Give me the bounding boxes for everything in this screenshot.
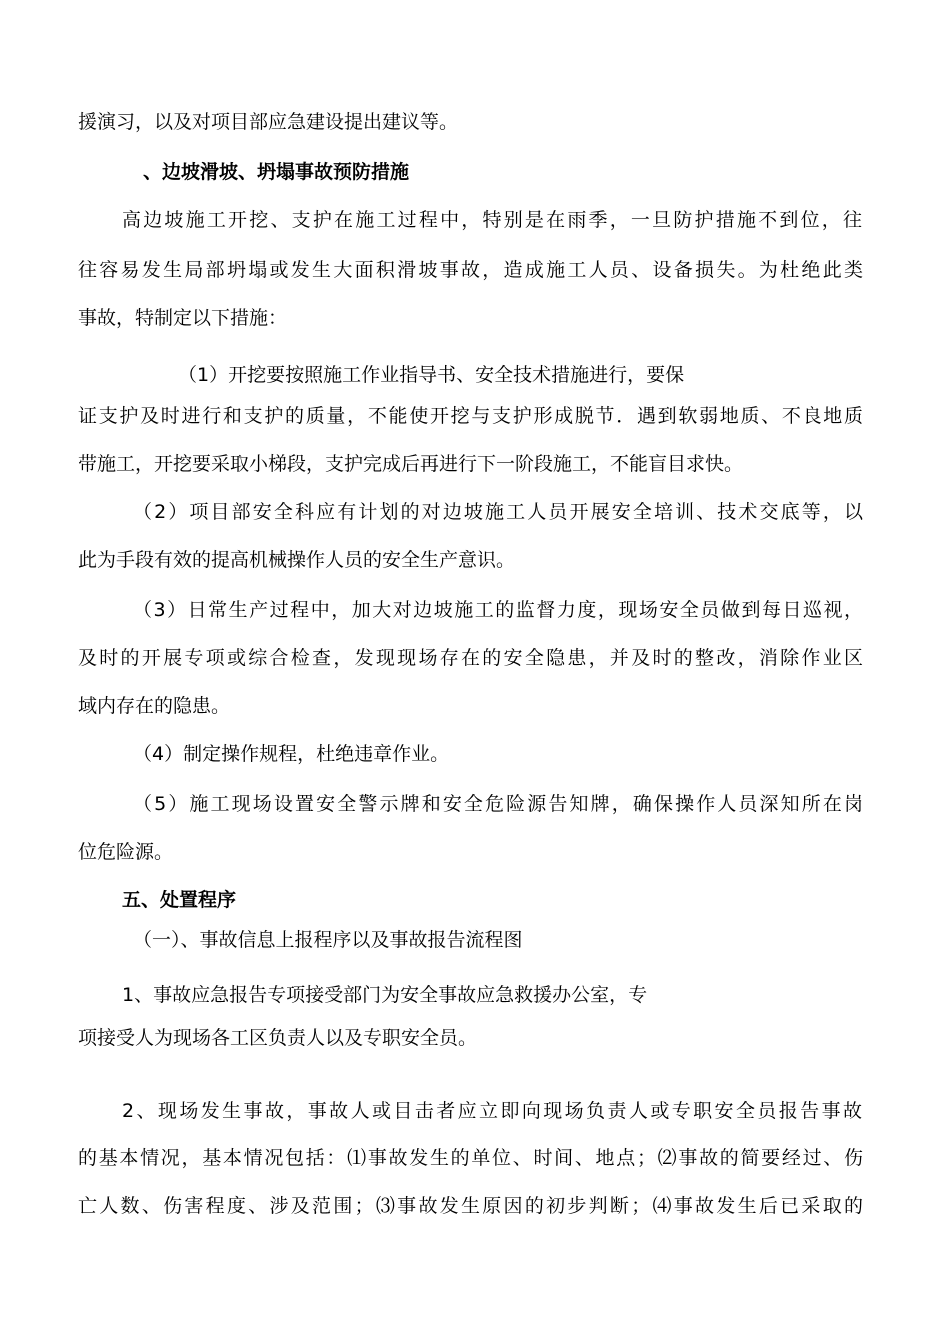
text-line: 事故，特制定以下措施： (78, 307, 288, 329)
text-line: 项接受人为现场各工区负责人以及专职安全员。 (78, 1027, 478, 1049)
text-line: 带施工，开挖要采取小梯段，支护完成后再进行下一阶段施工，不能盲目求快。 (78, 453, 744, 475)
text-line: 及时的开展专项或综合检查，发现现场存在的安全隐患，并及时的整改，消除作业区 (78, 647, 863, 669)
section-heading: 五、处置程序 (122, 889, 237, 911)
text-line: 亡人数、伤害程度、涉及范围；⑶事故发生原因的初步判断；⑷事故发生后已采取的 (78, 1195, 863, 1217)
text-line: 1、事故应急报告专项接受部门为安全事故应急救援办公室，专 (122, 984, 648, 1006)
text-line: 证支护及时进行和支护的质量，不能使开挖与支护形成脱节．遇到软弱地质、不良地质 (78, 405, 863, 427)
text-line: 2、现场发生事故，事故人或目击者应立即向现场负责人或专职安全员报告事故 (122, 1100, 862, 1122)
text-line: 高边坡施工开挖、支护在施工过程中，特别是在雨季，一旦防护措施不到位，往 (122, 209, 862, 231)
text-line: （2）项目部安全科应有计划的对边坡施工人员开展安全培训、技术交底等，以 (133, 501, 863, 523)
text-line: 此为手段有效的提高机械操作人员的安全生产意识。 (78, 549, 516, 571)
subsection-heading: （一）、事故信息上报程序以及事故报告流程图 (133, 929, 523, 951)
text-line: 往容易发生局部坍塌或发生大面积滑坡事故，造成施工人员、设备损失。为杜绝此类 (78, 259, 863, 281)
text-line: （1）开挖要按照施工作业指导书、安全技术措施进行，要保 (178, 364, 685, 386)
text-line: （3）日常生产过程中，加大对边坡施工的监督力度，现场安全员做到每日巡视， (133, 599, 863, 621)
section-heading: 、边坡滑坡、坍塌事故预防措施 (143, 161, 410, 183)
text-line: （4）制定操作规程，杜绝违章作业。 (133, 743, 450, 765)
text-line: 域内存在的隐患。 (78, 695, 231, 717)
text-line: 的基本情况，基本情况包括：⑴事故发生的单位、时间、地点；⑵事故的简要经过、伤 (78, 1147, 863, 1169)
text-line: 位危险源。 (78, 841, 174, 863)
text-line: 援演习，以及对项目部应急建设提出建议等。 (78, 111, 459, 133)
text-line: （5）施工现场设置安全警示牌和安全危险源告知牌，确保操作人员深知所在岗 (133, 793, 863, 815)
